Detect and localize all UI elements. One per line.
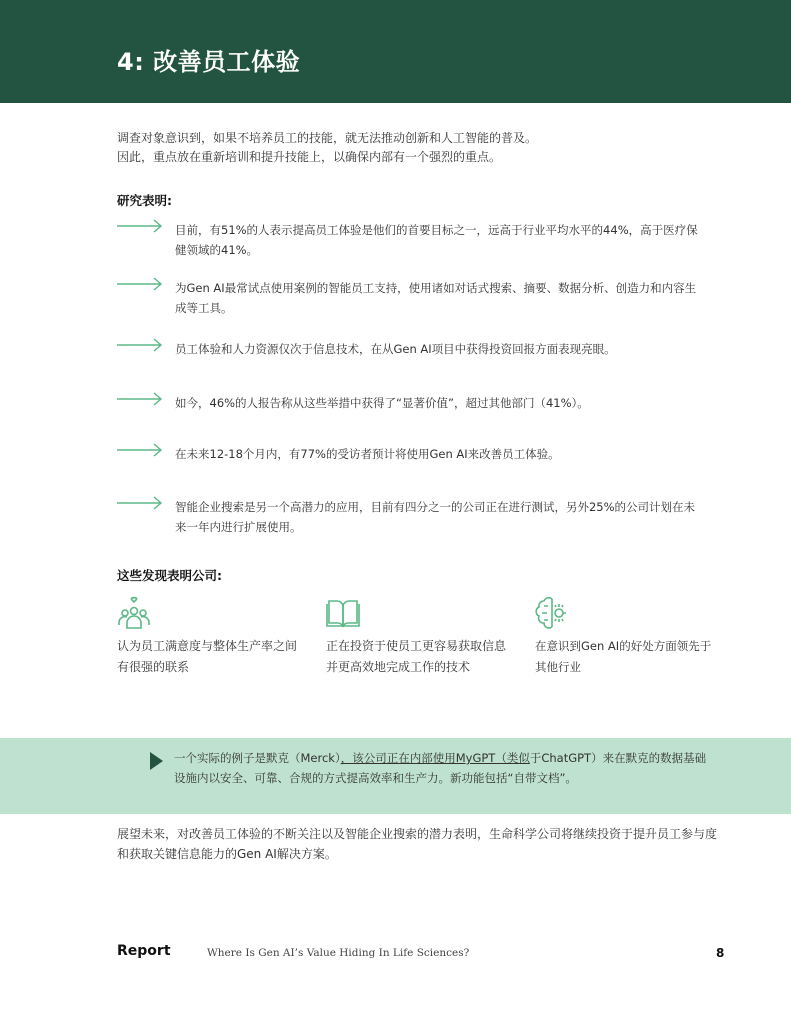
callout-link[interactable]: ，该公司正在内部使用MyGPT（类似	[340, 751, 530, 765]
arrow-right-icon	[117, 391, 175, 413]
research-item-text: 为Gen AI最常试点使用案例的智能员工支持，使用诸如对话式搜索、摘要、数据分析、创造力和内容生成等工具。	[175, 281, 697, 315]
brain-gear-icon	[535, 596, 720, 630]
research-item	[117, 278, 717, 318]
research-item-text: 目前，有51%的人表示提高员工体验是他们的首要目标之一，远高于行业平均水平的44%，高于医疗保健领域的41%。	[175, 223, 698, 257]
arrow-right-icon	[117, 495, 175, 537]
finding-text: 正在投资于使员工更容易获取信息并更高效地完成工作的技术	[326, 639, 507, 674]
finding-text: 在意识到Gen AI的好处方面领先于其他行业	[535, 639, 712, 674]
arrow-right-icon	[117, 218, 175, 260]
finding-item	[326, 596, 516, 678]
research-item	[117, 220, 717, 260]
research-item	[117, 339, 717, 359]
findings-heading: 这些发现表明公司:	[117, 568, 222, 583]
research-item-text: 如今，46%的人报告称从这些举措中获得了“显著价值”，超过其他部门（41%）。	[175, 396, 589, 410]
research-item	[117, 497, 717, 537]
footer-title: Where Is Gen AI’s Value Hiding In Life Sciences?	[207, 947, 470, 959]
intro-line: 因此，重点放在重新培训和提升技能上，以确保内部有一个强烈的重点。	[117, 150, 502, 164]
callout-text-part: 于ChatGPT）来在默克的数据基础设施内以安全、可靠、合规的方式提高效率和生产力。新功能包括“自带文档”。	[174, 751, 707, 785]
research-item	[117, 393, 717, 413]
page-header	[0, 0, 791, 103]
arrow-right-icon	[117, 276, 175, 318]
open-book-icon	[326, 596, 516, 630]
intro-line: 调查对象意识到，如果不培养员工的技能，就无法推动创新和人工智能的普及。	[117, 131, 538, 145]
research-item-text: 智能企业搜索是另一个高潜力的应用，目前有四分之一的公司正在进行测试，另外25%的公司计划在未来一年内进行扩展使用。	[175, 500, 696, 534]
finding-item	[535, 596, 720, 678]
research-heading: 研究表明:	[117, 193, 172, 208]
finding-text: 认为员工满意度与整体生产率之间有很强的联系	[117, 639, 298, 674]
intro-text	[117, 129, 537, 167]
people-heart-icon	[117, 596, 307, 630]
page-title: 4: 改善员工体验	[117, 48, 301, 76]
research-item	[117, 444, 717, 464]
research-item-text: 员工体验和人力资源仅次于信息技术，在从Gen AI项目中获得投资回报方面表现亮眼。	[175, 342, 616, 356]
arrow-right-icon	[117, 337, 175, 359]
research-item-text: 在未来12-18个月内，有77%的受访者预计将使用Gen AI来改善员工体验。	[175, 447, 560, 461]
page-number: 8	[716, 946, 725, 960]
outro-text: 展望未来，对改善员工体验的不断关注以及智能企业搜索的潜力表明，生命科学公司将继续投资于提升员工参与度和获取关键信息能力的Gen AI解决方案。	[117, 827, 718, 861]
arrow-right-icon	[117, 442, 175, 464]
callout-text-part: 一个实际的例子是默克（Merck）	[174, 751, 341, 765]
footer-brand: Report	[117, 943, 171, 959]
callout-text	[174, 748, 714, 788]
play-triangle-icon	[150, 752, 163, 770]
callout-band	[0, 738, 791, 814]
finding-item	[117, 596, 307, 678]
